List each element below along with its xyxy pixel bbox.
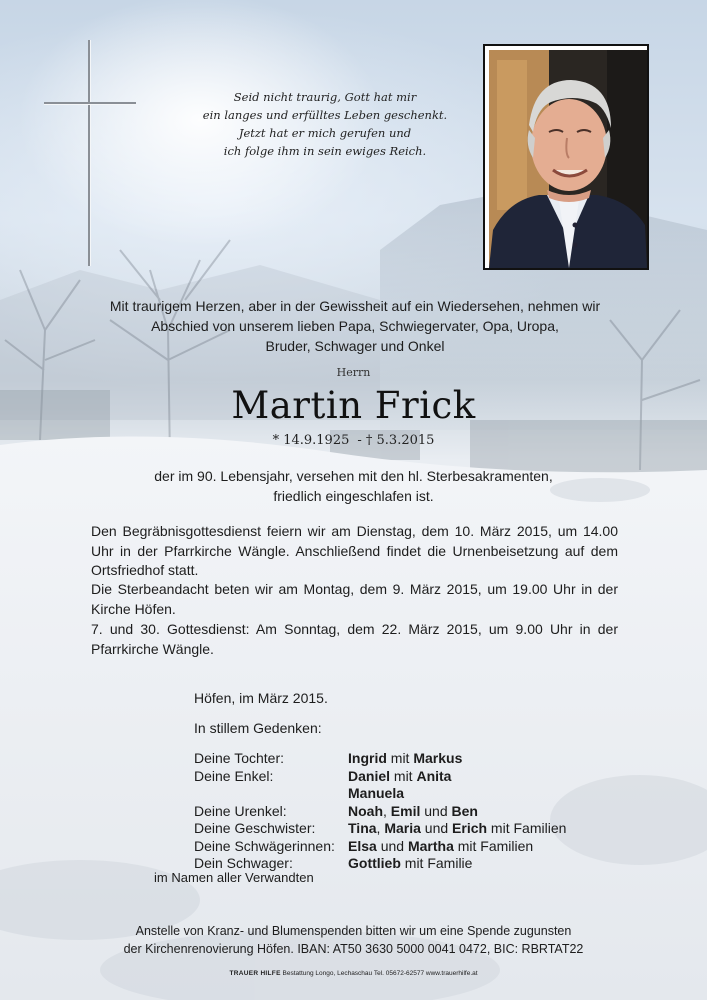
family-relation-label: Dein Schwager:	[194, 855, 293, 871]
family-member-name: Tina	[348, 820, 377, 836]
family-member-name: Elsa	[348, 837, 377, 854]
family-member-name: Manuela	[348, 785, 405, 801]
family-relation-label: Deine Enkel:	[194, 767, 274, 784]
family-names	[348, 750, 462, 768]
donation-line: der Kirchenrenovierung Höfen. IBAN: AT50 3630 5000 0041 0472, BIC: RBRTAT22	[123, 942, 584, 956]
family-names	[348, 768, 451, 786]
poem-line: ein langes und erfülltes Leben geschenkt.	[202, 108, 448, 122]
family-connector: mit	[390, 767, 417, 784]
family-connector: ,	[383, 802, 391, 819]
memory-heading: In stillem Gedenken:	[194, 720, 322, 736]
salutation: Herrn	[336, 366, 371, 379]
family-member-name: Gottlieb	[348, 855, 401, 871]
family-names	[348, 803, 478, 821]
footer-imprint	[0, 970, 707, 977]
family-connector: ,	[376, 820, 385, 836]
family-member-name: Ingrid	[348, 750, 387, 766]
family-connector: und	[376, 837, 408, 854]
donation-note	[60, 922, 647, 958]
family-member-name: Maria	[384, 820, 421, 836]
memorial-mass-paragraph: 7. und 30. Gottesdienst: Am Sonntag, dem 22. März 2015, um 9.00 Uhr in der Pfarrkirche Wängle.	[91, 621, 618, 657]
family-member-name: Noah	[348, 802, 383, 819]
family-member-name: Erich	[452, 820, 488, 836]
footer-brand: TRAUER HILFE	[229, 970, 281, 977]
family-member-name: Anita	[416, 767, 452, 784]
family-relation-label: Deine Schwägerinnen:	[194, 837, 335, 854]
family-connector: und	[420, 802, 452, 819]
family-connector: mit Familie	[400, 855, 473, 871]
poem-line: ich folge ihm in sein ewiges Reich.	[223, 144, 427, 158]
family-relation-label: Deine Geschwister:	[194, 820, 316, 836]
intro-line: Bruder, Schwager und Onkel	[265, 338, 445, 354]
birth-date: * 14.9.1925	[272, 433, 350, 448]
family-member-name: Daniel	[348, 767, 391, 784]
family-member-name: Ben	[451, 802, 478, 819]
family-relation-label: Deine Urenkel:	[194, 802, 287, 819]
family-names	[348, 785, 404, 803]
cross-icon	[44, 40, 136, 266]
family-connector: mit Familien	[453, 837, 534, 854]
family-connector: und	[420, 820, 453, 836]
family-member-name: Markus	[413, 750, 463, 766]
poem-line: Seid nicht traurig, Gott hat mir	[233, 90, 417, 104]
family-names	[348, 838, 533, 856]
family-relation-label: Deine Tochter:	[194, 750, 285, 766]
poem-line: Jetzt hat er mich gerufen und	[238, 126, 412, 140]
place-date: Höfen, im März 2015.	[194, 690, 328, 706]
family-note: im Namen aller Verwandten	[154, 870, 314, 885]
death-date: - † 5.3.2015	[357, 433, 435, 448]
deceased-name: Martin Frick	[231, 384, 476, 427]
funeral-service-paragraph: Den Begräbnisgottesdienst feiern wir am Dienstag, dem 10. März 2015, um 14.00 Uhr in der Pfarrkirche Wängle. Anschließend findet die Urnenbeisetzung auf dem Ortsfriedhof statt.	[91, 523, 618, 578]
poem	[200, 88, 450, 160]
intro-line: Abschied von unserem lieben Papa, Schwiegervater, Opa, Uropa,	[151, 318, 559, 334]
passing-text	[60, 466, 647, 506]
family-member-name: Emil	[390, 802, 421, 819]
family-connector: mit Familien	[487, 820, 567, 836]
prayer-service-paragraph: Die Sterbeandacht beten wir am Montag, dem 9. März 2015, um 19.00 Uhr in der Kirche Höfen.	[91, 581, 618, 617]
life-dates	[0, 433, 707, 448]
family-member-name: Martha	[407, 837, 454, 854]
donation-line: Anstelle von Kranz- und Blumenspenden bitten wir um eine Spende zugunsten	[135, 924, 572, 938]
intro-text	[60, 296, 650, 356]
passing-line: friedlich eingeschlafen ist.	[273, 488, 434, 504]
family-names	[348, 820, 566, 838]
passing-line: der im 90. Lebensjahr, versehen mit den hl. Sterbesakramenten,	[154, 468, 553, 484]
intro-line: Mit traurigem Herzen, aber in der Gewissheit auf ein Wiedersehen, nehmen wir	[109, 298, 601, 314]
footer-text: Bestattung Longo, Lechaschau Tel. 05672-62577 www.trauerhilfe.at	[280, 970, 478, 977]
family-names	[348, 855, 472, 873]
portrait-photo	[483, 44, 649, 270]
family-connector: mit	[386, 750, 414, 766]
